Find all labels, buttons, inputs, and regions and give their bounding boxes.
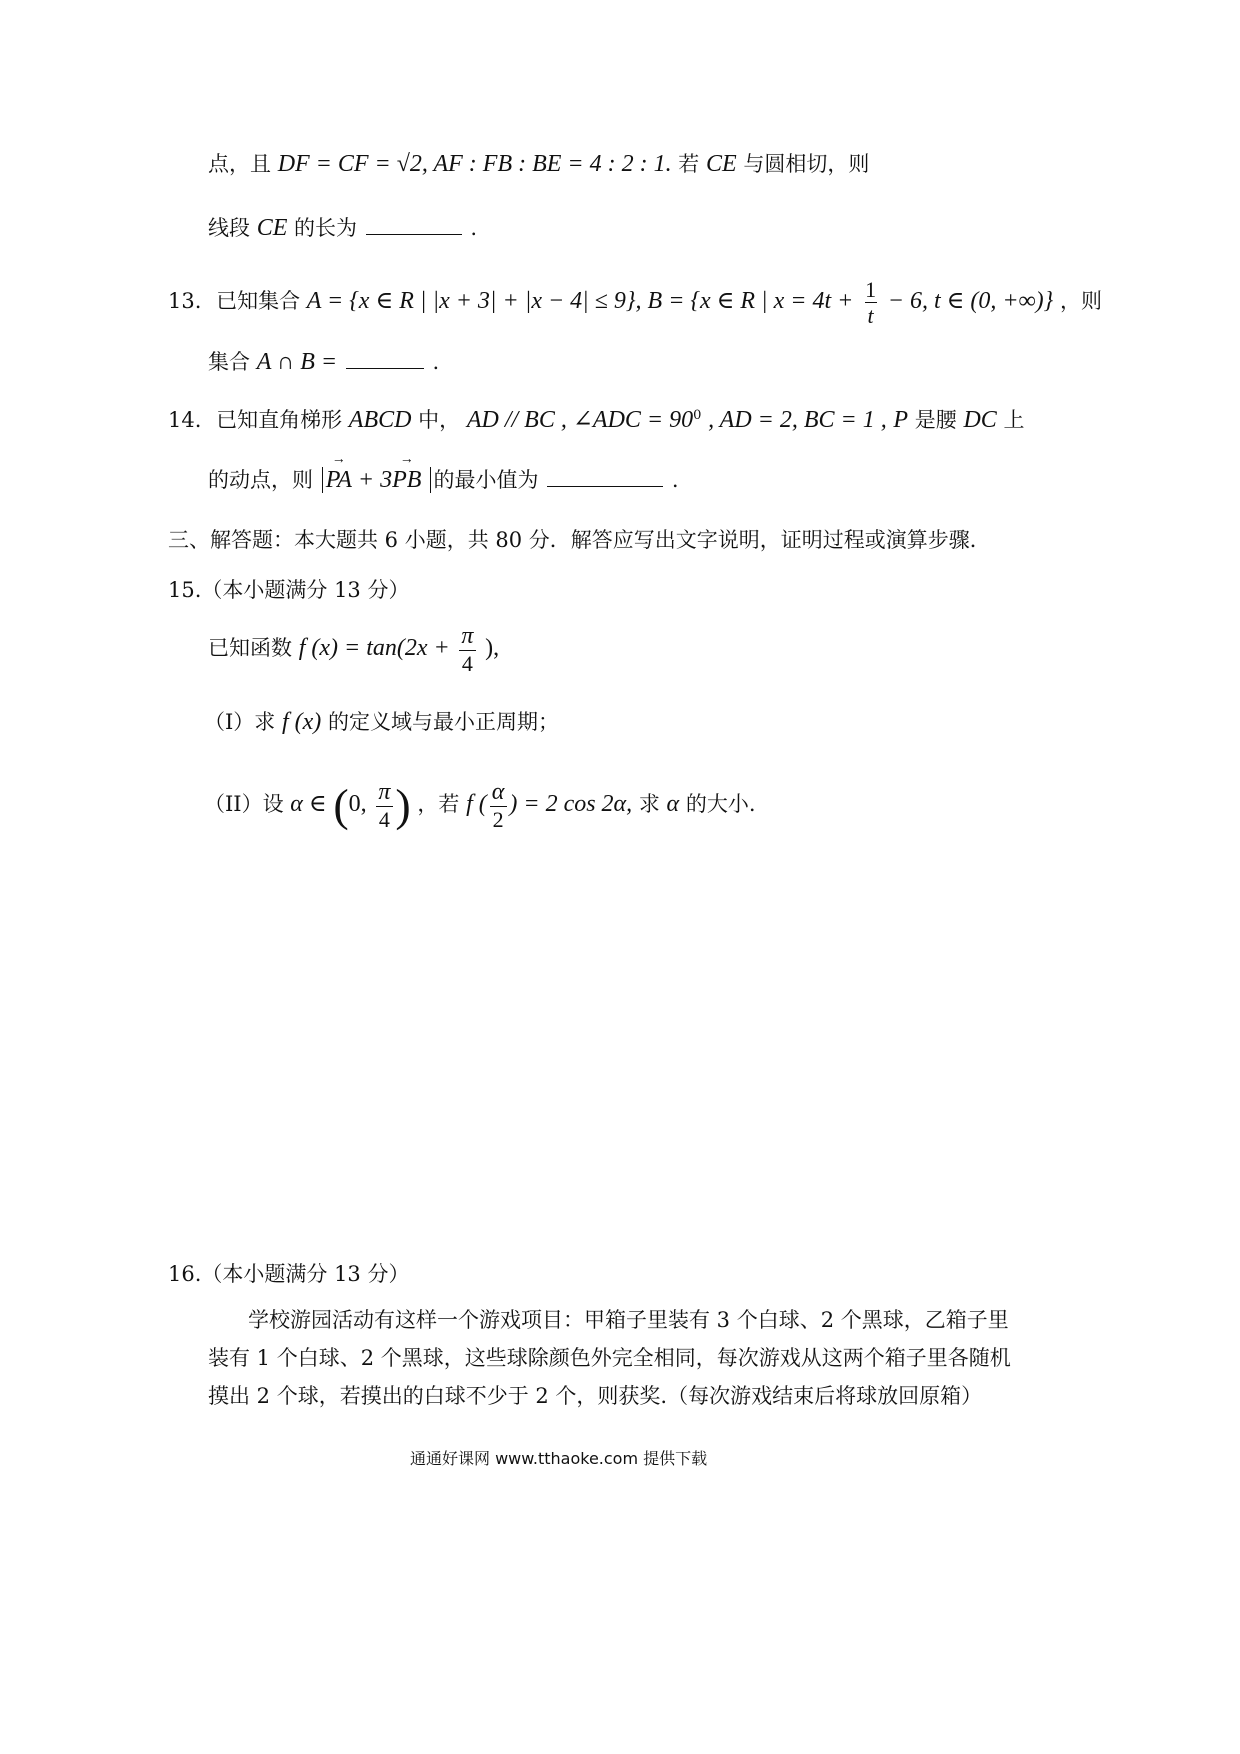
fraction-denominator: 4 — [459, 650, 476, 675]
q15-line-1 — [208, 624, 499, 675]
q12-line-1 — [208, 150, 869, 179]
answer-blank — [346, 346, 424, 369]
q14-var-dc: DC — [963, 407, 997, 433]
q14-line-1 — [168, 406, 1025, 435]
q14-name: ABCD — [348, 407, 412, 433]
q12-text: 的长为 — [294, 216, 358, 240]
part-label: （II）设 — [204, 792, 284, 817]
q14-text: 上 — [1003, 408, 1025, 432]
q15-text: 的定义域与最小正周期； — [327, 710, 559, 734]
vector-pb: → PB — [392, 466, 421, 495]
q14-period: . — [671, 468, 679, 492]
q15-part-2 — [204, 780, 756, 831]
fraction-numerator: π — [378, 779, 391, 805]
q14-text: 的动点，则 — [208, 468, 313, 492]
fraction-numerator: α — [491, 779, 505, 805]
q16-line-1: 学校游园活动有这样一个游戏项目：甲箱子里装有 3 个白球、2 个黑球，乙箱子里 — [248, 1308, 1009, 1332]
q16-header: 16.（本小题满分 13 分） — [168, 1262, 410, 1286]
q12-line-2 — [208, 212, 477, 243]
answer-blank — [547, 464, 663, 487]
q15-text: 求 — [638, 792, 660, 817]
q15-var-alpha: α — [666, 791, 680, 818]
fraction-denominator: 4 — [376, 806, 393, 831]
fraction-denominator: 2 — [490, 806, 507, 831]
q12-text: 与圆相切，则 — [743, 152, 870, 176]
fraction-denominator: t — [865, 302, 877, 327]
q12-text: 点，且 — [208, 152, 271, 176]
q13-set-a: A = {x ∈ R | |x + 3| + |x − 4| ≤ 9}, B = {x ∈ R | x = 4t + — [306, 288, 854, 315]
q12-text: 若 — [678, 152, 700, 176]
question-number: 14. — [168, 408, 202, 432]
q13-line-2 — [208, 346, 439, 377]
q15-text: ，若 — [417, 792, 460, 817]
q13-text: 已知集合 — [216, 289, 301, 314]
answer-blank — [366, 212, 462, 235]
q14-abs-expression — [322, 467, 432, 493]
q15-text: 的大小. — [685, 792, 756, 817]
section-header: 三、解答题：本大题共 6 小题，共 80 分．解答应写出文字说明，证明过程或演算步骤． — [168, 528, 991, 552]
q15-math: ) = 2 cos 2α, — [509, 791, 633, 818]
q12-text: 线段 — [208, 216, 250, 240]
q12-math: DF = CF = √2, AF : FB : BE = 4 : 2 : 1. — [277, 151, 672, 177]
q12-var-ce: CE — [256, 215, 288, 241]
question-number: 13. — [168, 289, 202, 314]
q15-fraction — [375, 780, 393, 831]
page-footer: 通通好课网 www.tthaoke.com 提供下载 — [410, 1449, 708, 1468]
q14-text: 是腰 — [914, 408, 957, 432]
q13-math: A ∩ B = — [256, 349, 338, 375]
q15-text: 已知函数 — [208, 636, 292, 661]
q13-line-1 — [168, 278, 1102, 327]
part-label: （Ⅰ）求 — [204, 710, 276, 734]
right-paren: ) — [395, 779, 411, 831]
interval-start: 0, — [348, 791, 367, 818]
fraction-numerator: π — [461, 623, 474, 649]
degree-superscript: 0 — [693, 408, 702, 423]
q16-line-2: 装有 1 个白球、2 个黑球，这些球除颜色外完全相同，每次游戏从这两个箱子里各随机 — [208, 1346, 1011, 1370]
q15-function: f (x) — [281, 709, 322, 735]
q14-math: AD // BC , ∠ADC = 90 — [466, 407, 694, 433]
q14-plus: + 3 — [357, 467, 393, 493]
q15-function: f (x) = tan(2x + — [298, 635, 450, 662]
q13-fraction — [862, 278, 879, 327]
q15-math: α ∈ — [290, 791, 327, 818]
q14-text: 已知直角梯形 — [216, 408, 343, 432]
q15-header: 15.（本小题满分 13 分） — [168, 578, 410, 602]
q15-part-1 — [204, 708, 559, 737]
q12-period: . — [470, 216, 478, 240]
q14-text: 中， — [418, 408, 461, 432]
q14-line-2 — [208, 464, 679, 495]
fraction-numerator: 1 — [865, 277, 877, 302]
q15-fraction — [458, 624, 476, 675]
q16-line-3: 摸出 2 个球，若摸出的白球不少于 2 个，则获奖.（每次游戏结束后将球放回原箱） — [208, 1384, 983, 1408]
q14-var-p: P — [893, 407, 909, 433]
vector-pa: → PA — [326, 466, 352, 495]
left-paren: ( — [333, 779, 349, 831]
q13-text: 集合 — [208, 350, 250, 374]
q15-close: ), — [485, 635, 500, 662]
q13-set-b-end: − 6, t ∈ (0, +∞)} — [887, 288, 1054, 315]
q14-text: 的最小值为 — [433, 468, 539, 492]
q15-fraction — [489, 780, 508, 831]
q13-period: . — [432, 350, 440, 374]
q13-text: ，则 — [1059, 289, 1102, 314]
q15-math: f ( — [466, 791, 487, 818]
q14-math: , AD = 2, BC = 1 , — [708, 407, 887, 433]
q12-var-ce: CE — [705, 151, 737, 177]
